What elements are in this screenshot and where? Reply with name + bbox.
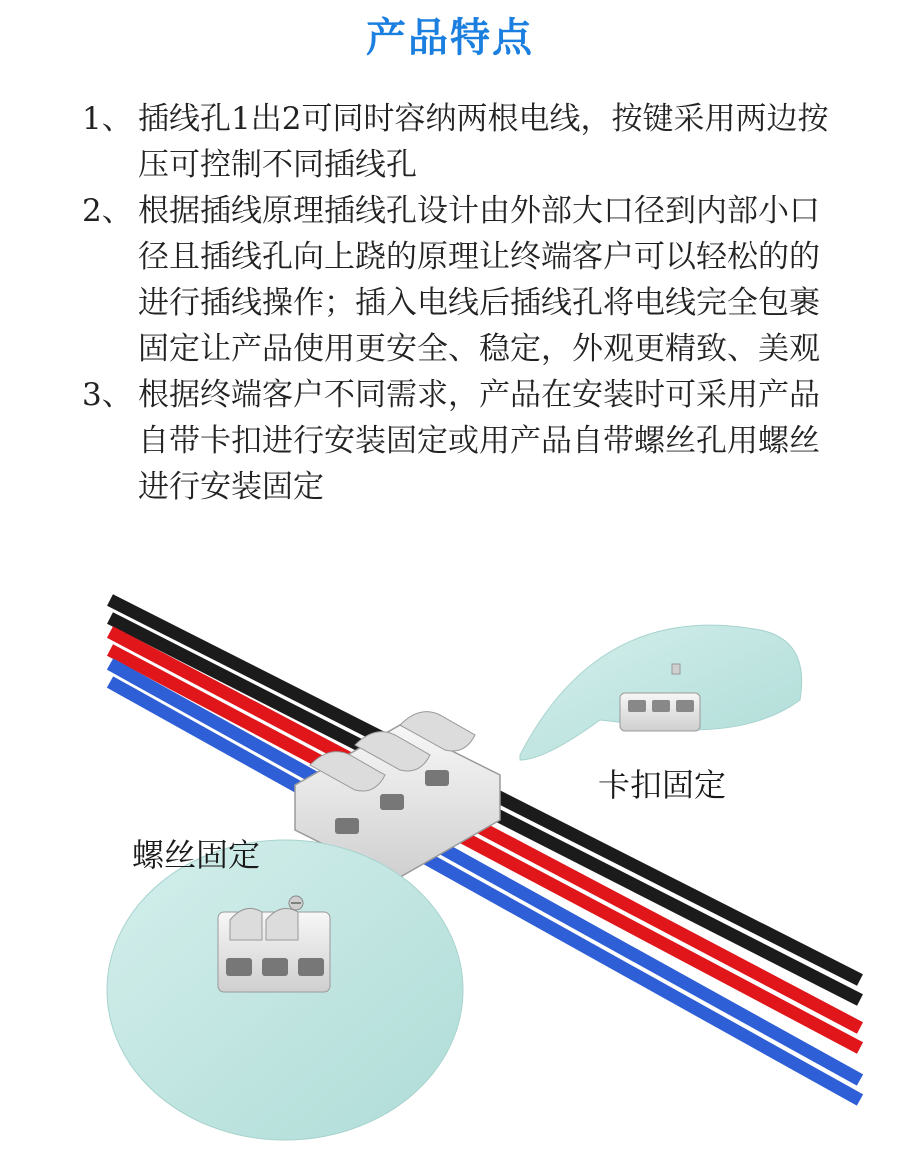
screw-mount-label: 螺丝固定 <box>132 836 261 874</box>
product-illustration <box>0 580 900 1149</box>
snap-mount-label: 卡扣固定 <box>598 766 727 804</box>
feature-item <box>82 96 842 188</box>
feature-list <box>82 96 842 510</box>
feature-text: 插线孔1出2可同时容纳两根电线，按键采用两边按压可控制不同插线孔 <box>138 101 829 183</box>
feature-number: 2、 <box>82 193 133 229</box>
feature-item <box>82 188 842 372</box>
feature-item <box>82 372 842 510</box>
feature-text: 根据终端客户不同需求，产品在安装时可采用产品自带卡扣进行安装固定或用产品自带螺丝孔用螺丝进行安装固定 <box>138 377 820 505</box>
feature-number: 1、 <box>82 101 133 137</box>
feature-number: 3、 <box>82 377 133 413</box>
page-title: 产品特点 <box>366 15 534 61</box>
feature-text: 根据插线原理插线孔设计由外部大口径到内部小口径且插线孔向上跷的原理让终端客户可以轻松的的进行插线操作；插入电线后插线孔将电线完全包裹固定让产品使用更安全、稳定，外观更精致、美观 <box>138 193 820 367</box>
